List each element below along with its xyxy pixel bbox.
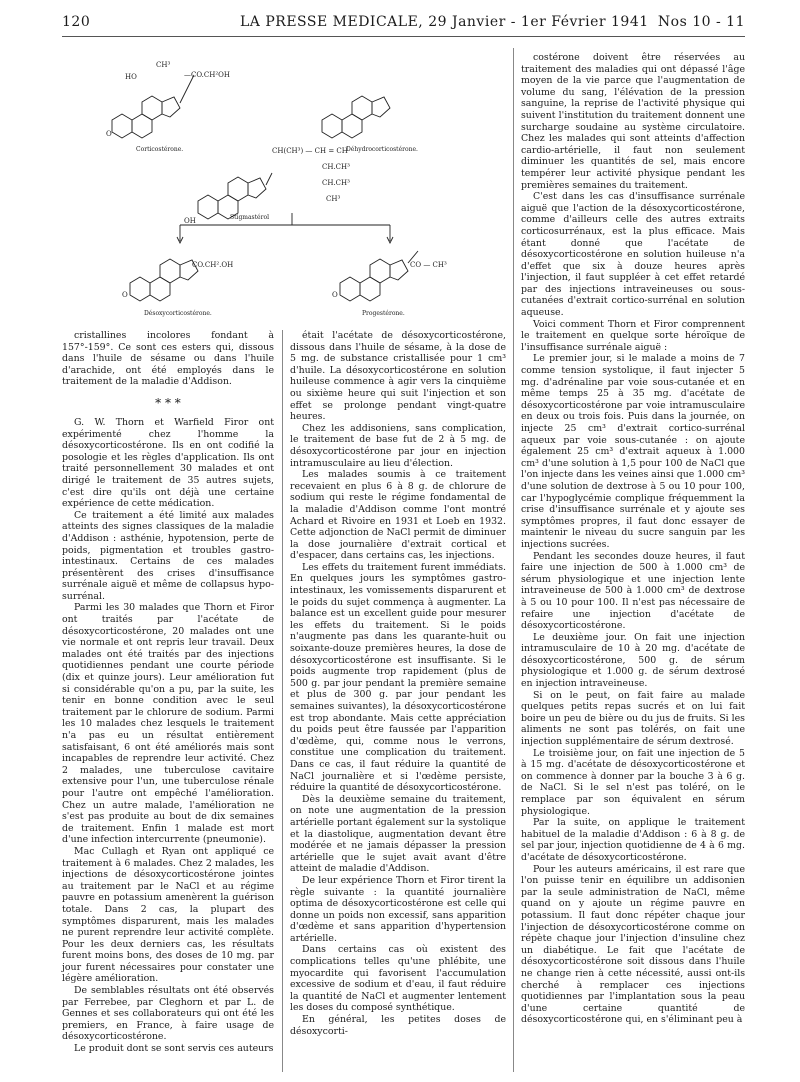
corticosterone-structure	[112, 75, 194, 138]
paragraph: En général, les petites doses de désoxycorti-	[290, 1014, 506, 1037]
co-ch2oh-label-b: CO.CH².OH	[192, 261, 234, 269]
section-separator: * * *	[155, 395, 181, 410]
paragraph: était l'acétate de désoxycorticostérone, dissous dans l'huile de sésame, à la dose de 5 mg. de substance cristallisée pour 1 cm³ d'huile. La désoxycorticostérone en solution huileuse commence à agir vers la cinquième ou sixième heure qui suit l'injection et son effet se prolonge pendant vingt-quatre heures.	[290, 330, 506, 423]
co-ch2oh-label: —CO.CH²OH	[184, 71, 231, 79]
paragraph: Dès la deuxième semaine du traitement, on note une augmentation de la pression artérielle portant également sur la systolique et la diastolique, augmentation devant être modérée et ne jamais dépasser la pression artérielle que le sujet avait avant d'être atteint de maladie d'Addison.	[290, 793, 506, 875]
paragraph: Chez les addisoniens, sans complication, le traitement de base fut de 2 à 5 mg. de désoxycorticostérone par jour en injection intramusculaire au lieu d'élection.	[290, 422, 506, 469]
paragraph: De semblables résultats ont été observés par Ferrebee, par Cleghorn et par L. de Gennes et ses collaborateurs qui ont été les premiers, en France, à faire usage de désoxycorticostérone.	[62, 985, 274, 1043]
column-divider-1	[282, 330, 283, 1072]
ch3-end-label: CH³	[326, 195, 341, 203]
page-header	[62, 6, 745, 34]
dehydrocorticosterone-label: Déhydrocorticostérone.	[346, 146, 418, 153]
text-column-1	[62, 330, 274, 1055]
journal-title: LA PRESSE MEDICALE, 29 Janvier - 1er Février 1941	[240, 14, 649, 30]
paragraph: Ce traitement a été limité aux malades atteints des signes classiques de la maladie d'Addison : asthénie, hypotension, perte de poids, pigmentation et troubles gastro-intestinaux. Certains de ces malades présentèrent des crises d'insuffisance surrénale aiguë et même de collapsus hypo-surrénal.	[62, 509, 274, 602]
oxo-label-b: O	[122, 291, 128, 299]
page-number: 120	[62, 14, 91, 30]
desoxycorticosterone-structure	[130, 259, 198, 301]
paragraph: Voici comment Thorn et Firor comprennent le traitement en quelque sorte héroïque de l'insuffisance surrénale aiguë :	[521, 318, 745, 353]
paragraph: Le premier jour, si le malade a moins de 7 comme tension systolique, il faut injecter 5 mg. d'adrénaline par voie sous-cutanée et en même temps 25 à 35 mg. d'acétate de désoxycorticostérone par voie intramusculaire en deux ou trois fois. Puis dans la journée, on injecte 25 cm³ d'extrait cortico-surrénal aqueux par voie sous-cutanée : on ajoute également 25 cm³ d'extrait aqueux à 1.000 cm³ d'une solution à 1,5 pour 100 de NaCl que l'on injecte dans les veines ainsi que 1.000 cm³ d'une solution de dextrose à 5 ou 10 pour 100, car l'hypoglycémie complique fréquemment la crise d'insuffisance surrénale et y ajoute ses symptômes propres, il faut donc essayer de maintenir le niveau du sucre sanguin par les injections sucrées.	[521, 353, 745, 550]
dehydrocorticosterone-structure	[322, 96, 390, 138]
paragraph: G. W. Thorn et Warfield Firor ont expérimenté chez l'homme la désoxycorticostérone. Ils en ont codifié la posologie et les règles d'application. Ils ont traité personnellement 30 malades et ont dirigé le traitement de 35 autres sujets, c'est dire qu'ils ont déjà une certaine expérience de cette médication.	[62, 416, 274, 510]
paragraph: Mac Cullagh et Ryan ont appliqué ce traitement à 6 malades. Chez 2 malades, les injections de désoxycorticostérone jointes au traitement par le NaCl et au régime pauvre en potassium amenèrent la guérison totale. Dans 2 cas, la plupart des symptômes disparurent, mais les malades ne purent reprendre leur activité complète. Pour les deux derniers cas, les résultats furent moins bons, des doses de 10 mg. par jour furent nécessaires pour constater une légère amélioration.	[62, 845, 274, 985]
progesterone-label: Progestérone.	[362, 310, 405, 317]
header-rule	[62, 36, 745, 37]
ch-ch3-label-b: CH.CH³	[322, 179, 350, 187]
paragraph: De leur expérience Thorn et Firor tirent la règle suivante : la quantité journalière optima de désoxycorticostérone est celle qui donne un poids non excessif, sans apparition d'œdème et sans apparition d'hypertension artérielle.	[290, 874, 506, 944]
stigmasterol-structure	[198, 173, 272, 219]
paragraph: Par la suite, on applique le traitement habituel de la maladie d'Addison : 6 à 8 g. de sel par jour, injection quotidienne de 4 à 6 mg. d'acétate de désoxycorticostérone.	[521, 817, 745, 863]
text-column-3	[521, 52, 745, 1026]
co-ch3-label: CO — CH³	[410, 261, 447, 269]
oxo-label: O	[106, 130, 112, 138]
corticosterone-label: Corticostérone.	[136, 146, 184, 153]
paragraph: Parmi les 30 malades que Thorn et Firor ont traités par l'acétate de désoxycorticostérone, 20 malades ont une vie normale et ont repris leur travail. Deux malades ont été traités par des injections quotidiennes pendant une courte période (dix et quinze jours). Leur amélioration fut si considérable qu'on a pu, par la suite, les tenir en bonne condition avec le seul traitement par le chlorure de sodium. Parmi les 10 malades chez lesquels le traitement n'a pas eu un résultat entièrement satisfaisant, 6 ont été améliorés mais sont incapables de reprendre leur activité. Chez 2 malades, une tuberculose cavitaire extensive pour l'un, une tuberculose rénale pour l'autre ont empêché l'amélioration. Chez un autre malade, l'amélioration ne s'est pas produite au bout de dix semaines de traitement. Enfin 1 malade est mort d'une infection intercurrente (pneumonie).	[62, 602, 274, 846]
ch3-label: CH³	[156, 61, 171, 69]
paragraph: Pour les auteurs américains, il est rare que l'on puisse tenir en équilibre un addisonien par la seule administration de NaCl, même quand on y ajoute un régime pauvre en potassium. Il faut donc répéter chaque jour l'injection de désoxycorticostérone comme on répète chaque jour l'injection d'insuline chez un diabétique. Le fait que l'acétate de désoxycorticostérone soit dissous dans l'huile ne change rien à cette nécessité, aussi ont-ils cherché à remplacer ces injections quotidiennes par l'implantation sous la peau d'une certaine quantité de désoxycorticostérone qui, en s'éliminant peu à	[521, 863, 745, 1026]
paragraph: Les malades soumis à ce traitement recevaient en plus 6 à 8 g. de chlorure de sodium qui reste le régime fondamental de la maladie d'Addison comme l'ont montré Achard et Rivoire en 1931 et Loeb en 1932. Cette adjonction de NaCl permit de diminuer la dose journalière d'extrait cortical et d'espacer, dans certains cas, les injections.	[290, 469, 506, 562]
paragraph: Pendant les secondes douze heures, il faut faire une injection de 500 à 1.000 cm³ de sérum physiologique et une injection lente intraveineuse de 500 à 1.000 cm³ de dextrose à 5 ou 10 pour 100. Il n'est pas nécessaire de refaire une injection d'acétate de désoxycorticostérone.	[521, 550, 745, 632]
column-divider-2	[513, 48, 514, 1072]
ho-label: HO	[125, 73, 137, 81]
paragraph: Le deuxième jour. On fait une injection intramusculaire de 10 à 20 mg. d'acétate de désoxycorticostérone, 500 g. de sérum physiologique et 1.000 g. de sérum dextrosé en injection intraveineuse.	[521, 631, 745, 690]
paragraph: costérone doivent être réservées au traitement des maladies qui ont dépassé l'âge moyen de la vie parce que l'augmentation de volume du sang, l'élévation de la pression sanguine, la reprise de l'activité physique qui suivent l'institution du traitement donnent une surcharge soudaine au système circulatoire. Chez les malades qui sont atteints d'affection cardio-artérielle, il faut non seulement diminuer les quantités de sel, mais encore tempérer leur activité physique pendant les premières semaines du traitement.	[521, 52, 745, 191]
stigmasterol-label: Stigmastérol	[230, 214, 269, 221]
oxo-label-c: O	[332, 291, 338, 299]
side-chain-label: CH(CH³) — CH = CH	[272, 147, 348, 155]
paragraph: Les effets du traitement furent immédiats. En quelques jours les symptômes gastro-intestinaux, les vomissements disparurent et le poids du sujet commença à augmenter. La balance est un excellent guide pour mesurer les effets du traitement. Si le poids n'augmente pas dans les quarante-huit ou soixante-douze premières heures, la dose de désoxycorticostérone est insuffisante. Si le poids augmente trop rapidement (plus de 500 g. par jour pendant la première semaine et plus de 300 g. par jour pendant les semaines suivantes), la désoxycorticostérone est trop abondante. Mais cette appréciation du poids peut être faussée par l'apparition d'œdème, qui, comme nous le verrons, constitue une complication du traitement. Dans ce cas, il faut réduire la quantité de NaCl journalière et si l'œdème persiste, réduire la quantité de désoxycorticostérone.	[290, 561, 506, 794]
issue-number: Nos 10 - 11	[657, 14, 745, 30]
paragraph: Si on le peut, on fait faire au malade quelques petits repas sucrés et on lui fait boire un peu de bière ou du jus de fruits. Si les aliments ne sont pas tolérés, on fait une injection supplémentaire de sérum dextrosé.	[521, 689, 745, 748]
paragraph: Le produit dont se sont servis ces auteurs	[74, 1043, 274, 1055]
paragraph: Dans certains cas où existent des complications telles qu'une phlébite, une myocardite qui favorisent l'accumulation excessive de sodium et d'eau, il faut réduire la quantité de NaCl et augmenter lentement les doses du composé synthétique.	[290, 944, 506, 1014]
paragraph: C'est dans les cas d'insuffisance surrénale aiguë que l'action de la désoxycorticostérone, comme d'ailleurs celle des autres extraits corticosurrénaux, est la plus efficace. Mais étant donné que l'acétate de désoxycorticostérone en solution huileuse n'a d'effet que six à douze heures après l'injection, il faut suppléer à cet effet retardé par des injections intraveineuses ou sous-cutanées d'extrait cortico-surrénal en solution aqueuse.	[521, 191, 745, 319]
progesterone-structure	[340, 251, 418, 301]
chemical-formulas-figure	[100, 45, 500, 327]
desoxycorticosterone-label: Désoxycorticostérone.	[144, 310, 212, 317]
oh-label: OH	[184, 217, 196, 225]
ch-ch3-label: CH.CH³	[322, 163, 350, 171]
text-column-2	[290, 330, 506, 1037]
paragraph: Le troisième jour, on fait une injection de 5 à 15 mg. d'acétate de désoxycorticostérone et on commence à donner par la bouche 3 à 6 g. de NaCl. Si le sel n'est pas toléré, on le remplace par son équivalent en sérum physiologique.	[521, 747, 745, 817]
paragraph: cristallines incolores fondant à 157°-159°. Ce sont ces esters qui, dissous dans l'huile de sésame ou dans l'huile d'arachide, ont été employés dans le traitement de la maladie d'Addison.	[62, 330, 274, 388]
